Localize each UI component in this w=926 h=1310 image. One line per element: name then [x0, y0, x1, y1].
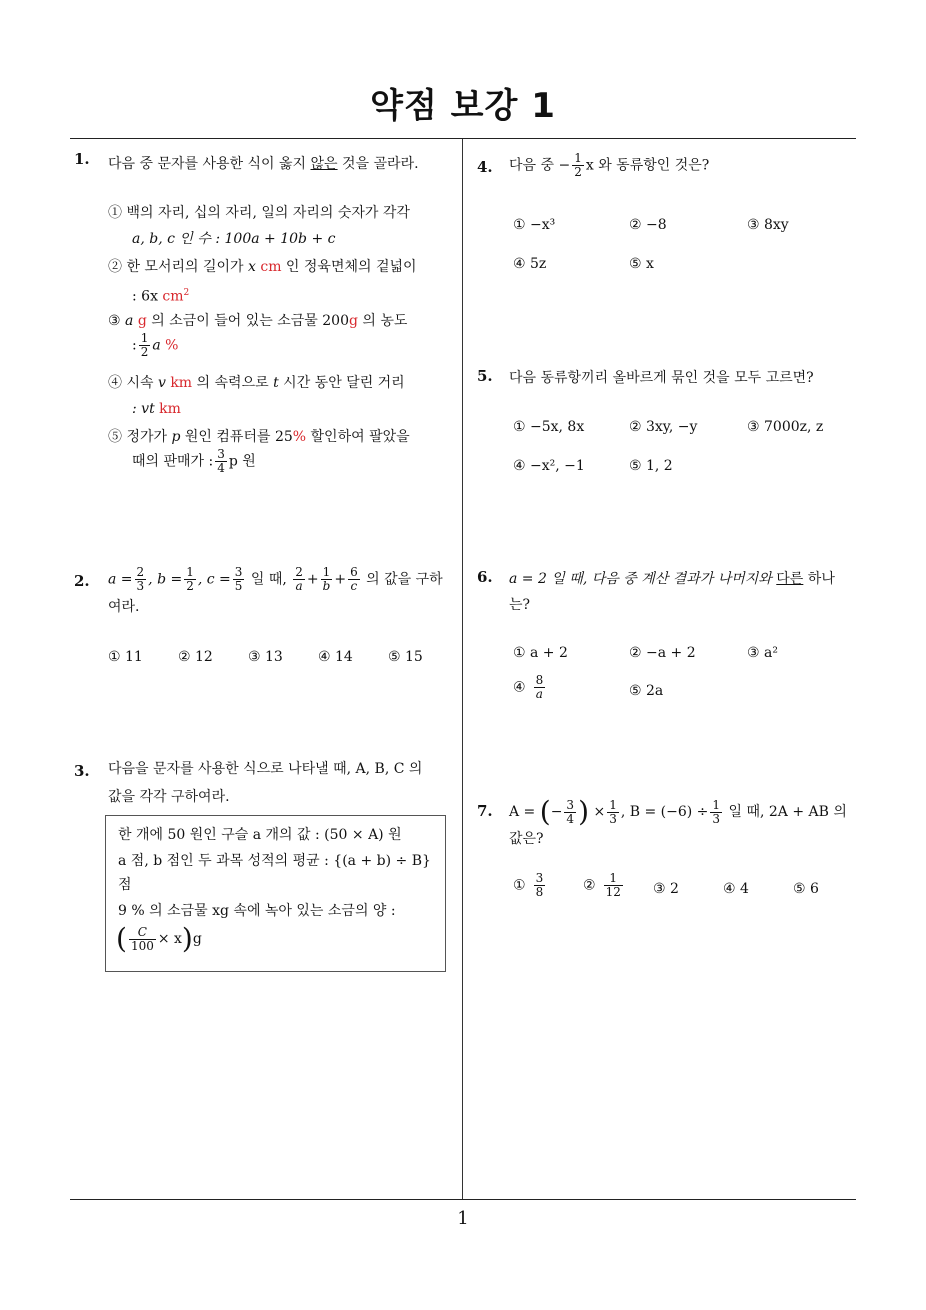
option-1-line-2: a, b, c 인 수 : 100a + 10b + c	[132, 231, 336, 247]
option-1[interactable]: ① a + 2	[513, 645, 568, 661]
option-3[interactable]: ③ 2	[653, 881, 679, 897]
question-text: 다음을 문자를 사용한 식으로 나타낼 때, A, B, C 의	[108, 761, 423, 777]
option-5[interactable]: ⑤ x	[629, 256, 654, 272]
option-3-line-2: : $\frac{1}{2}$ a %	[132, 331, 179, 359]
option-4[interactable]: ④ 4	[723, 881, 749, 897]
option-3[interactable]: ③ 7000z, z	[747, 419, 824, 435]
condition-2: a 점, b 점인 두 과목 성적의 평균 : {(a + b) ÷ B}	[118, 853, 431, 869]
condition-3: 9 % 의 소금물 xg 속에 녹아 있는 소금의 양 :	[118, 903, 396, 919]
option-4-line-2: : vt km	[132, 401, 181, 417]
header-rule	[70, 138, 856, 139]
option-2[interactable]: ② 12	[178, 649, 213, 665]
option-2-line-2: : 6x $cm^2$	[132, 288, 190, 305]
option-5-line-2: 때의 판매가 : $\frac{3}{4}$ p 원	[132, 447, 256, 475]
page-title: 약점 보강 1	[370, 86, 556, 126]
option-2[interactable]: ② −a + 2	[629, 645, 696, 661]
question-text-line-2: 값을 각각 구하여라.	[108, 789, 230, 805]
question-number: 4.	[477, 158, 493, 176]
question-number: 6.	[477, 568, 493, 586]
option-1[interactable]: ① 백의 자리, 십의 자리, 일의 자리의 숫자가 각각	[108, 205, 410, 221]
option-3[interactable]: ③ 8xy	[747, 217, 789, 233]
option-1[interactable]: ① −5x, 8x	[513, 419, 585, 435]
question-text-line-2: 여라.	[108, 599, 140, 615]
option-4[interactable]: ④ 시속 v km 의 속력으로 t 시간 동안 달린 거리	[108, 375, 405, 391]
question-4	[477, 150, 857, 280]
question-6	[477, 566, 859, 716]
condition-box	[105, 815, 446, 972]
question-number: 5.	[477, 367, 493, 385]
question-5	[477, 365, 857, 485]
question-number: 3.	[74, 762, 90, 780]
option-4[interactable]: ④ 5z	[513, 256, 547, 272]
option-2[interactable]: ② $\frac{1}{12}$	[583, 871, 621, 899]
option-1[interactable]: ① $\frac{3}{8}$	[513, 871, 544, 899]
question-number: 7.	[477, 802, 493, 820]
option-5[interactable]: ⑤ 15	[388, 649, 423, 665]
question-number: 1.	[74, 150, 90, 168]
option-4[interactable]: ④ 14	[318, 649, 353, 665]
option-2[interactable]: ② 한 모서리의 길이가 x cm 인 정육면체의 겉넓이	[108, 259, 417, 275]
option-4[interactable]: ④ −x², −1	[513, 458, 585, 474]
option-5[interactable]: ⑤ 6	[793, 881, 819, 897]
question-number: 2.	[74, 572, 90, 590]
footer-rule	[70, 1199, 856, 1200]
condition-1: 한 개에 50 원인 구슬 a 개의 값 : (50 × A) 원	[118, 827, 402, 843]
question-text: 다음 중 − $\frac{1}{2}$ x 와 동류항인 것은?	[509, 151, 710, 179]
question-text: a = 2 일 때, 다음 중 계산 결과가 나머지와 다른 하나	[509, 571, 835, 587]
option-4[interactable]: ④ $\frac{8}{a}$	[513, 673, 544, 701]
option-5[interactable]: ⑤ 2a	[629, 683, 664, 699]
option-3[interactable]: ③ 13	[248, 649, 283, 665]
question-text-line-2: 값은?	[509, 831, 544, 847]
question-2	[74, 566, 459, 676]
question-text: A = (− $\frac{3}{4}$ ) × $\frac{1}{3}$ , B = (−6) ÷ $\frac{1}{3}$ 일 때, 2A + AB 의	[509, 795, 847, 828]
question-text-line-2: 는?	[509, 597, 531, 613]
question-text: 다음 중 문자를 사용한 식이 옳지 않은 것을 골라라.	[108, 156, 419, 172]
option-5[interactable]: ⑤ 1, 2	[629, 458, 673, 474]
page-number: 1	[457, 1208, 469, 1229]
condition-2-cont: 점	[118, 877, 132, 893]
column-divider	[462, 139, 463, 1200]
option-2[interactable]: ② 3xy, −y	[629, 419, 698, 435]
option-3[interactable]: ③ a²	[747, 645, 778, 661]
question-text: a = $\frac{2}{3}$ , b = $\frac{1}{2}$ , c = $\frac{3}{5}$ 일 때, $\frac{2}{a}$ + $\frac{1}{b}$ + $\frac{6}{c}$ 의 값을 구하	[108, 565, 443, 593]
option-1[interactable]: ① −x³	[513, 217, 556, 233]
option-2[interactable]: ② −8	[629, 217, 667, 233]
condition-3-expression: ( $\frac{C}{100}$ × x)g	[116, 922, 202, 955]
option-1[interactable]: ① 11	[108, 649, 143, 665]
question-1	[74, 150, 459, 480]
fraction: $\frac{1}{2}$	[140, 331, 149, 359]
option-5[interactable]: ⑤ 정가가 p 원인 컴퓨터를 25% 할인하여 팔았을	[108, 429, 410, 445]
fraction: $\frac{3}{4}$	[217, 447, 225, 475]
question-text: 다음 동류항끼리 올바르게 묶인 것을 모두 고르면?	[509, 370, 814, 386]
question-7	[477, 790, 862, 910]
option-3[interactable]: ③ a g 의 소금이 들어 있는 소금물 200g 의 농도	[108, 313, 408, 329]
